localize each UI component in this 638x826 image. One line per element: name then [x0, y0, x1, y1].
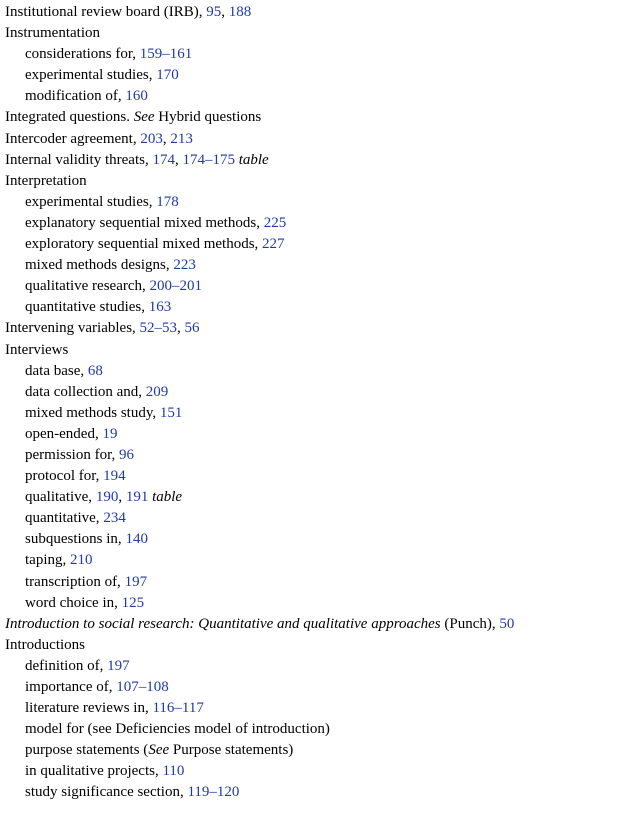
- page-reference-link[interactable]: 178: [156, 193, 179, 210]
- page-reference-link[interactable]: 203: [140, 130, 163, 147]
- entry-text: open-ended,: [25, 425, 103, 442]
- entry-text: Hybrid questions: [154, 109, 262, 126]
- index-entry: [5, 171, 633, 192]
- page-reference-link[interactable]: 95: [206, 4, 222, 20]
- entry-text: Internal validity threats,: [5, 151, 153, 168]
- page-reference-link[interactable]: 68: [87, 362, 103, 379]
- page-reference-link[interactable]: 52–53: [139, 320, 178, 337]
- index-subentry: [5, 361, 633, 382]
- index-entry: [5, 635, 633, 656]
- page-reference-link[interactable]: 174–175: [182, 151, 235, 168]
- index-subentry: [5, 761, 633, 782]
- entry-text: data base,: [25, 362, 88, 379]
- entry-text: Intercoder agreement,: [5, 130, 141, 147]
- page-reference-link[interactable]: 140: [125, 531, 148, 548]
- entry-text: experimental studies,: [25, 193, 157, 210]
- page-reference-link[interactable]: 151: [159, 404, 183, 421]
- index-subentry: [5, 234, 633, 255]
- italic-text: See: [133, 109, 155, 126]
- index-subentry: [5, 740, 633, 761]
- page-reference-link[interactable]: 190: [95, 489, 119, 506]
- page-reference-link[interactable]: 116–117: [152, 700, 204, 717]
- page-reference-link[interactable]: 160: [125, 88, 148, 105]
- entry-text: taping,: [25, 552, 70, 569]
- index-subentry: [5, 276, 633, 297]
- entry-text: data collection and,: [25, 383, 146, 400]
- italic-text: Introduction to social research: Quantitative and qualitative approaches: [5, 615, 441, 632]
- entry-text: Institutional review board (IRB),: [5, 4, 207, 20]
- entry-text: Integrated questions.: [5, 109, 134, 126]
- index-subentry: [5, 255, 633, 276]
- index-subentry: [5, 698, 633, 719]
- index-subentry: [5, 192, 633, 213]
- index-entry: [5, 150, 633, 171]
- page-reference-link[interactable]: 170: [156, 67, 179, 84]
- entry-text: Instrumentation: [5, 25, 100, 42]
- index-entry: [5, 340, 633, 361]
- index-entry: [5, 318, 633, 339]
- entry-text: mixed methods designs,: [25, 257, 174, 274]
- entry-text: explanatory sequential mixed methods,: [25, 214, 264, 231]
- page-reference-link[interactable]: 209: [145, 383, 169, 400]
- italic-text: table: [152, 489, 183, 506]
- index-subentry: [5, 445, 633, 466]
- index-subentry: [5, 508, 633, 529]
- entry-text: transcription of,: [25, 573, 125, 590]
- page-reference-link[interactable]: 234: [103, 510, 126, 527]
- page-reference-link[interactable]: 19: [102, 425, 118, 442]
- page-reference-link[interactable]: 197: [107, 657, 130, 674]
- entry-text: Interpretation: [5, 172, 87, 189]
- page-reference-link[interactable]: 119–120: [187, 784, 240, 801]
- index-subentry: [5, 550, 633, 571]
- page-reference-link[interactable]: 225: [263, 214, 287, 231]
- index-subentry: [5, 424, 633, 445]
- entry-text: Introductions: [5, 636, 85, 653]
- index-entry: [5, 614, 633, 635]
- page-reference-link[interactable]: 174: [152, 151, 175, 168]
- index-page: [5, 0, 633, 804]
- page-reference-link[interactable]: 107–108: [116, 679, 169, 695]
- entry-text: Interviews: [5, 341, 69, 358]
- entry-text: considerations for,: [25, 46, 140, 63]
- entry-text: mixed methods study,: [25, 404, 160, 421]
- entry-text: (Punch),: [440, 615, 500, 632]
- entry-text: qualitative,: [25, 489, 96, 506]
- index-subentry: [5, 782, 633, 803]
- entry-text: word choice in,: [25, 594, 122, 611]
- index-entry: [5, 129, 633, 150]
- page-reference-link[interactable]: 50: [499, 615, 515, 632]
- page-reference-link[interactable]: 96: [118, 446, 134, 463]
- entry-text: qualitative research,: [25, 278, 150, 295]
- index-subentry: [5, 487, 633, 508]
- index-subentry: [5, 403, 633, 424]
- page-reference-link[interactable]: 159–161: [139, 46, 193, 63]
- index-subentry: [5, 572, 633, 593]
- index-subentry: [5, 466, 633, 487]
- italic-text: See: [148, 742, 170, 759]
- index-subentry: [5, 382, 633, 403]
- entry-text: ,: [118, 489, 126, 506]
- page-reference-link[interactable]: 210: [70, 552, 93, 569]
- entry-text: exploratory sequential mixed methods,: [25, 236, 263, 253]
- entry-text: ,: [162, 130, 171, 147]
- entry-text: Intervening variables,: [5, 320, 140, 337]
- page-reference-link[interactable]: 227: [262, 236, 285, 253]
- page-reference-link[interactable]: 213: [170, 130, 193, 147]
- entry-text: purpose statements (: [25, 742, 149, 759]
- page-reference-link[interactable]: 194: [103, 468, 126, 485]
- index-subentry: [5, 297, 633, 318]
- page-reference-link[interactable]: 197: [124, 573, 148, 590]
- index-subentry: [5, 65, 633, 86]
- index-subentry: [5, 86, 633, 107]
- index-entry: [5, 107, 633, 128]
- page-reference-link[interactable]: 125: [121, 594, 145, 611]
- entry-text: model for (see Deficiencies model of introduction): [25, 721, 330, 738]
- entry-text: in qualitative projects,: [25, 763, 163, 780]
- italic-text: table: [238, 151, 269, 168]
- page-reference-link[interactable]: 200–201: [149, 278, 203, 295]
- entry-text: ,: [177, 320, 185, 337]
- page-reference-link[interactable]: 188: [228, 4, 252, 20]
- entry-text: importance of,: [25, 679, 117, 695]
- entry-text: quantitative,: [25, 510, 104, 527]
- index-subentry: [5, 213, 633, 234]
- entry-text: modification of,: [25, 88, 126, 105]
- entry-text: Purpose statements): [169, 742, 294, 759]
- index-subentry: [5, 44, 633, 65]
- entry-text: permission for,: [25, 446, 119, 463]
- index-subentry: [5, 719, 633, 740]
- index-subentry: [5, 677, 633, 698]
- page-reference-link[interactable]: 56: [184, 320, 200, 337]
- index-entry: [5, 23, 633, 44]
- page-reference-link[interactable]: 110: [162, 763, 185, 780]
- index-entry: [5, 2, 633, 23]
- page-reference-link[interactable]: 163: [148, 299, 172, 316]
- entry-text: literature reviews in,: [25, 700, 153, 717]
- entry-text: study significance section,: [25, 784, 188, 801]
- entry-text: ,: [221, 4, 229, 20]
- entry-text: definition of,: [25, 657, 108, 674]
- page-reference-link[interactable]: 191: [125, 489, 149, 506]
- entry-text: subquestions in,: [25, 531, 126, 548]
- entry-text: protocol for,: [25, 468, 104, 485]
- entry-text: ,: [174, 151, 183, 168]
- index-subentry: [5, 656, 633, 677]
- entry-text: quantitative studies,: [25, 299, 149, 316]
- index-subentry: [5, 529, 633, 550]
- entry-text: experimental studies,: [25, 67, 157, 84]
- page-reference-link[interactable]: 223: [173, 257, 196, 274]
- index-subentry: [5, 593, 633, 614]
